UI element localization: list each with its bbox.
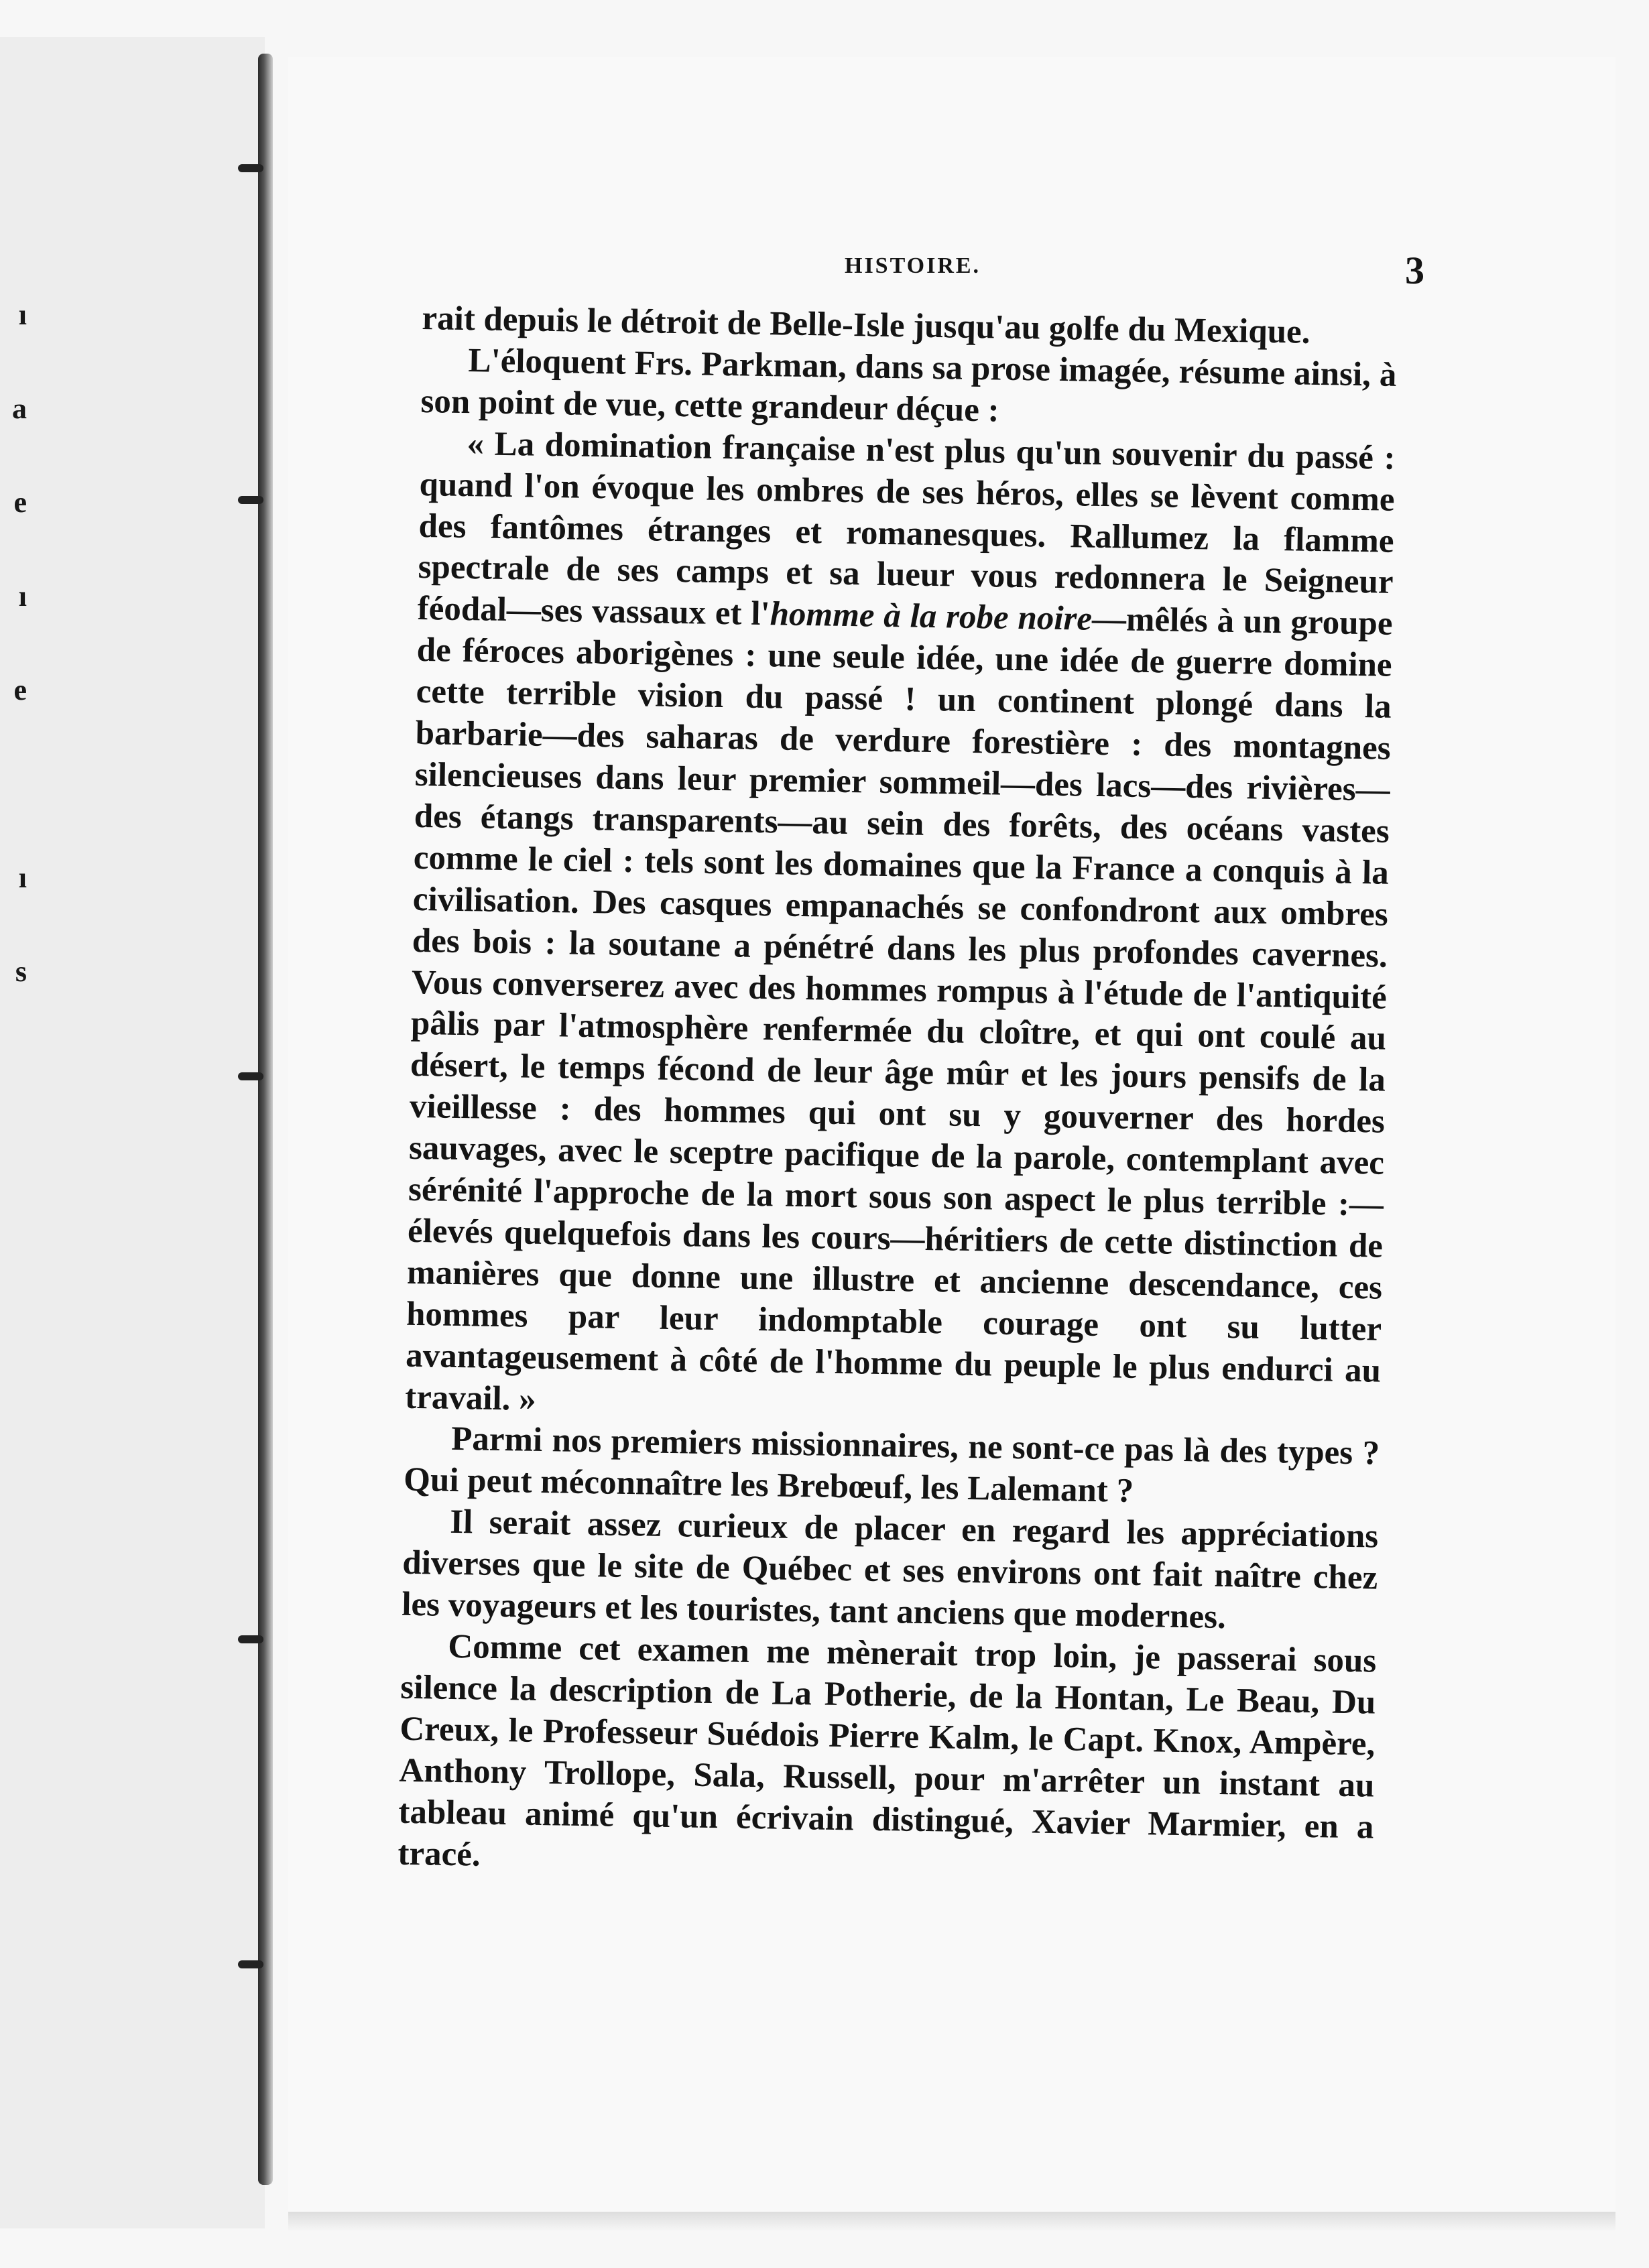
page-header bbox=[845, 248, 1434, 295]
italic-phrase: homme à la robe noire bbox=[770, 595, 1093, 639]
binding-mark bbox=[238, 1635, 263, 1643]
binding-mark bbox=[238, 496, 263, 504]
running-title: HISTOIRE. bbox=[845, 253, 981, 278]
text-run: L'éloquent Frs. Parkman, dans sa prose imagée, résume ainsi, à son point de vue, cette grandeur déçue : bbox=[420, 341, 1397, 430]
text-run: Comme cet examen me mènerait trop loin, je passerai sous silence la description de La Potherie, de la Hontan, Le Beau, Du Creux, le Professeur Suédois Pierre Kalm, le Capt. Knox, Ampère, Anthony Trollope, Sala, Russell, pour m'arrêter un instant au tableau animé qu'un écrivain distingué, Xavier Marmier, en a tracé. bbox=[398, 1627, 1377, 1874]
fragment: ı bbox=[18, 580, 27, 613]
book-gutter bbox=[258, 54, 273, 2185]
binding-mark bbox=[238, 1960, 263, 1968]
fragment: s bbox=[15, 955, 27, 988]
text-run: —mêlés à un groupe de féroces aborigènes : une seule idée, une idée de guerre domine cette terrible vision du passé ! un continent plongé dans la barbarie—des saharas de verdure forestière : des montagnes silencieuses dans leur premier sommeil—des lacs—des rivières—des étangs transparents—au sein des forêts, des océans vastes comme le ciel : tels sont les domaines que la France a conquis à la civilisation. Des casques empanachés se confondront aux ombres des bois : la soutane a pénétré dans les plus profondes cavernes. Vous converserez avec des hommes rompus à l'étude de l'antiquité pâlis par l'atmosphère renfermée du cloître, et qui ont coulé au désert, le temps fécond de leur âge mûr et les jours pensifs de la vieillesse : des hommes qui ont su y gouverner des hordes sauvages, avec le sceptre pacifique de la parole, contemplant avec sérénité l'approche de la mort sous son aspect le plus terrible :—élevés quelquefois dans les cours—héritiers de cette distinction de manières que donne une illustre et ancienne descendance, ces hommes par leur indomptable courage ont su lutter avantageusement à côté de l'homme du peuple le plus endurci au travail. » bbox=[404, 601, 1393, 1418]
page-body-text bbox=[398, 298, 1398, 1890]
paragraph bbox=[405, 423, 1396, 1434]
paragraph bbox=[420, 340, 1397, 438]
page-bottom-edge bbox=[288, 2212, 1615, 2232]
fragment: e bbox=[13, 486, 27, 519]
text-run: « La domination française n'est plus qu'un souvenir du passé : quand l'on évoque les ombres de ses héros, elles se lèvent comme des fantômes étranges et romanesques. Rallumez la flamme spectrale de ses camps et sa lueur vous redonnera le Seigneur féodal—ses vassaux et l' bbox=[417, 424, 1396, 633]
paragraph bbox=[402, 1501, 1379, 1641]
text-run: Il serait assez curieux de placer en regard les appréciations diverses que le site de Québec et ses environs ont fait naître chez les voyageurs et les touristes, tant anciens que modernes. bbox=[401, 1503, 1379, 1637]
binding-mark bbox=[238, 164, 263, 172]
text-run: rait depuis le détroit de Belle-Isle jusqu'au golfe du Mexique. bbox=[422, 299, 1310, 351]
page-number: 3 bbox=[1405, 249, 1424, 292]
fragment: e bbox=[13, 674, 27, 706]
previous-page bbox=[0, 37, 265, 2228]
text-run: Parmi nos premiers missionnaires, ne sont-ce pas là des types ? Qui peut méconnaître les Brebœuf, les Lalemant ? bbox=[403, 1420, 1380, 1511]
fragment bbox=[0, 737, 27, 831]
fragment: ı bbox=[18, 298, 27, 331]
paragraph bbox=[398, 1626, 1377, 1890]
fragment: ı bbox=[18, 861, 27, 894]
previous-page-text-fragments bbox=[0, 268, 27, 1019]
fragment: a bbox=[12, 392, 27, 425]
paragraph bbox=[404, 1418, 1380, 1517]
binding-mark bbox=[238, 1072, 263, 1080]
